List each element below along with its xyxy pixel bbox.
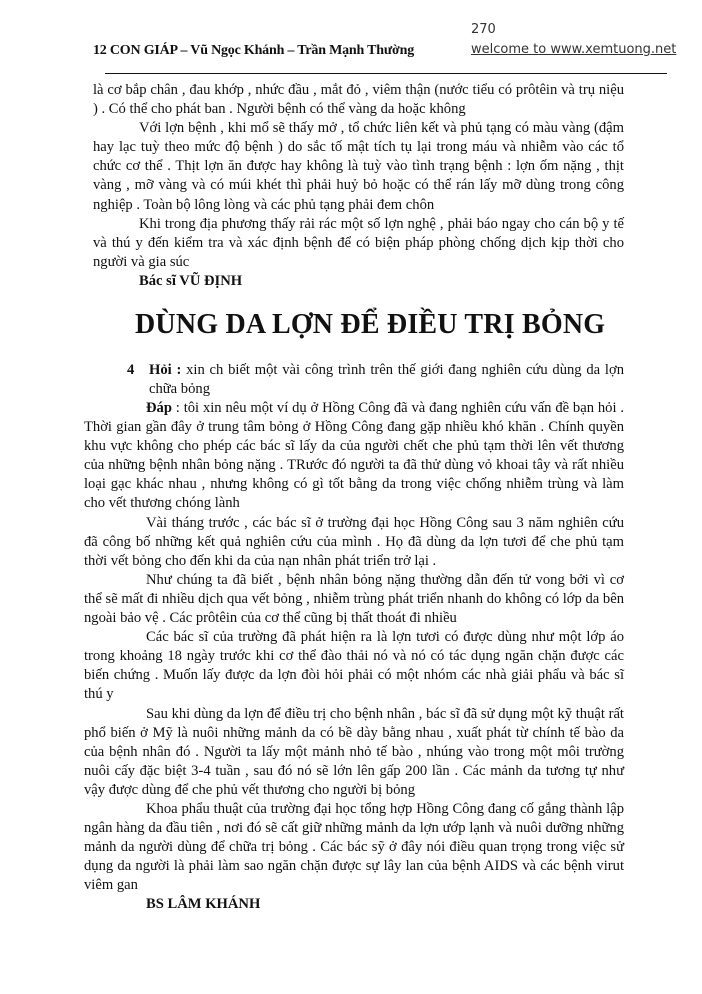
answer-label: Đáp — [146, 400, 172, 416]
running-header-book-title: 12 CON GIÁP – Vũ Ngọc Khánh – Trần Mạnh Thường — [93, 43, 414, 58]
question-label: Hỏi : — [149, 362, 182, 378]
paragraph: Sau khi dùng da lợn để điều trị cho bệnh nhân , bác sĩ đã sử dụng một kỹ thuật rất phổ biến ở Mỹ là nuôi những mảnh da có bề dày bằng nhau , xuất phát từ chính tế bào da của bệnh nhân đó . Người ta lấy một mảnh nhỏ tế bào , nhúng vào trong một môi trường nuôi cấy đặc biệt 3-4 tuần , sau đó nó sẽ lớn lên gấp 200 lần . Các mảnh da tương tự như vậy được dùng để che phủ vết thương cho người bị bỏng — [84, 705, 624, 798]
paragraph: là cơ bắp chân , đau khớp , nhức đầu , mắt đỏ , viêm thận (nước tiểu có prôtêin và trụ niệu ) . Có thể cho phát ban . Người bệnh có thể vàng da hoặc không — [93, 82, 624, 118]
article-body — [84, 399, 624, 915]
question-text: xin ch biết một vài công trình trên thế giới đang nghiên cứu dùng da lợn chữa bỏng — [149, 362, 624, 398]
paragraph: Khi trong địa phương thấy rải rác một số lợn nghệ , phải báo ngay cho cán bộ y tế và thú y đến kiểm tra và xác định bệnh để có biện pháp phòng chống dịch kịp thời cho người và gia súc — [93, 215, 624, 270]
author-signature: BS LÂM KHÁNH — [146, 896, 261, 913]
answer-paragraph — [84, 399, 624, 514]
author-signature: Bác sĩ VŨ ĐỊNH — [139, 272, 243, 289]
question-body — [149, 361, 624, 399]
question-number: 4 — [127, 362, 135, 378]
paragraph: Như chúng ta đã biết , bệnh nhân bỏng nặng thường dẫn đến tử vong bởi vì cơ thể sẽ mất đi nhiều dịch qua vết bỏng , nhiễm trùng phát triển nhanh do không có lớp da bên ngoài bảo vệ . Các prôtêin của cơ thể cũng bị thất thoát đi nhiều — [84, 571, 624, 627]
paragraph: Các bác sĩ của trường đã phát hiện ra là lợn tươi có được dùng như một lớp áo trong khoảng 18 ngày trước khi cơ thể đào thải nó và nó có tác dụng ngăn chặn được các biến chứng . Muốn lấy được da lợn đòi hỏi phải có một nhóm các nhà giải phẩu và bác sĩ thú y — [84, 629, 624, 703]
answer-text: : tôi xin nêu một ví dụ ở Hồng Công đã và đang nghiên cứu vấn đề bạn hỏi . Thời gian gần đây ở trung tâm bỏng ở Hồng Công đang gặp nhiều khó khăn . Chính quyền khu vực không cho phép các bác sĩ lấy da của người chết che phủ tạm thời lên vết thương của những bệnh nhân bỏng nặng . TRước đó người ta đã thử dùng vỏ khoai tây và rất nhiều loại gạc khác nhau , nhưng không có gì tốt bằng da trong việc chống nhiễm trùng và làm cho vết thương chóng lành — [84, 400, 624, 512]
page-number: 270 — [471, 22, 496, 37]
paragraph: Vài tháng trước , các bác sĩ ở trường đại học Hồng Công sau 3 năm nghiên cứu đã công bố những kết quả nghiên cứu của mình . Họ đã dùng da lợn tươi để che phủ tạm thời vết bỏng cho đến khi da của nạn nhân phát triển trở lại . — [84, 514, 624, 569]
header-divider — [105, 73, 667, 74]
question — [127, 361, 624, 399]
article-title: DÙNG DA LỢN ĐỂ ĐIỀU TRỊ BỎNG — [135, 309, 606, 340]
previous-article-continuation — [93, 81, 624, 291]
paragraph: Khoa phẩu thuật của trường đại học tổng hợp Hồng Công đang cố gắng thành lập ngân hàng da đầu tiên , nơi đó sẽ cất giữ những mảnh da lợn ướp lạnh và nuôi dưỡng những mảnh da người dùng để chữa trị bỏng . Các bác sỹ ở đây nói điều quan trọng trong việc sử dụng da người là phải làm sao ngăn chặn được sự lây lan của bệnh AIDS và các bệnh virut viêm gan — [84, 800, 624, 894]
paragraph: Với lợn bệnh , khi mổ sẽ thấy mở , tổ chức liên kết và phủ tạng có màu vàng (đậm hay lạc tuỳ theo mức độ bệnh ) do sắc tố mật tích tụ lại trong máu và nhiễm vào các tổ chức cơ thể . Thịt lợn ăn được hay không là tuỳ vào tình trạng bệnh : lợn ốm nặng , thịt vàng , mỡ vàng và có múi khét thì phải huỷ bỏ hoặc có thể rán lấy mỡ dùng trong công nghiệp . Toàn bộ lông lòng và các phủ tạng phải đem chôn — [93, 120, 624, 213]
website-link[interactable]: welcome to www.xemtuong.net — [471, 42, 677, 57]
